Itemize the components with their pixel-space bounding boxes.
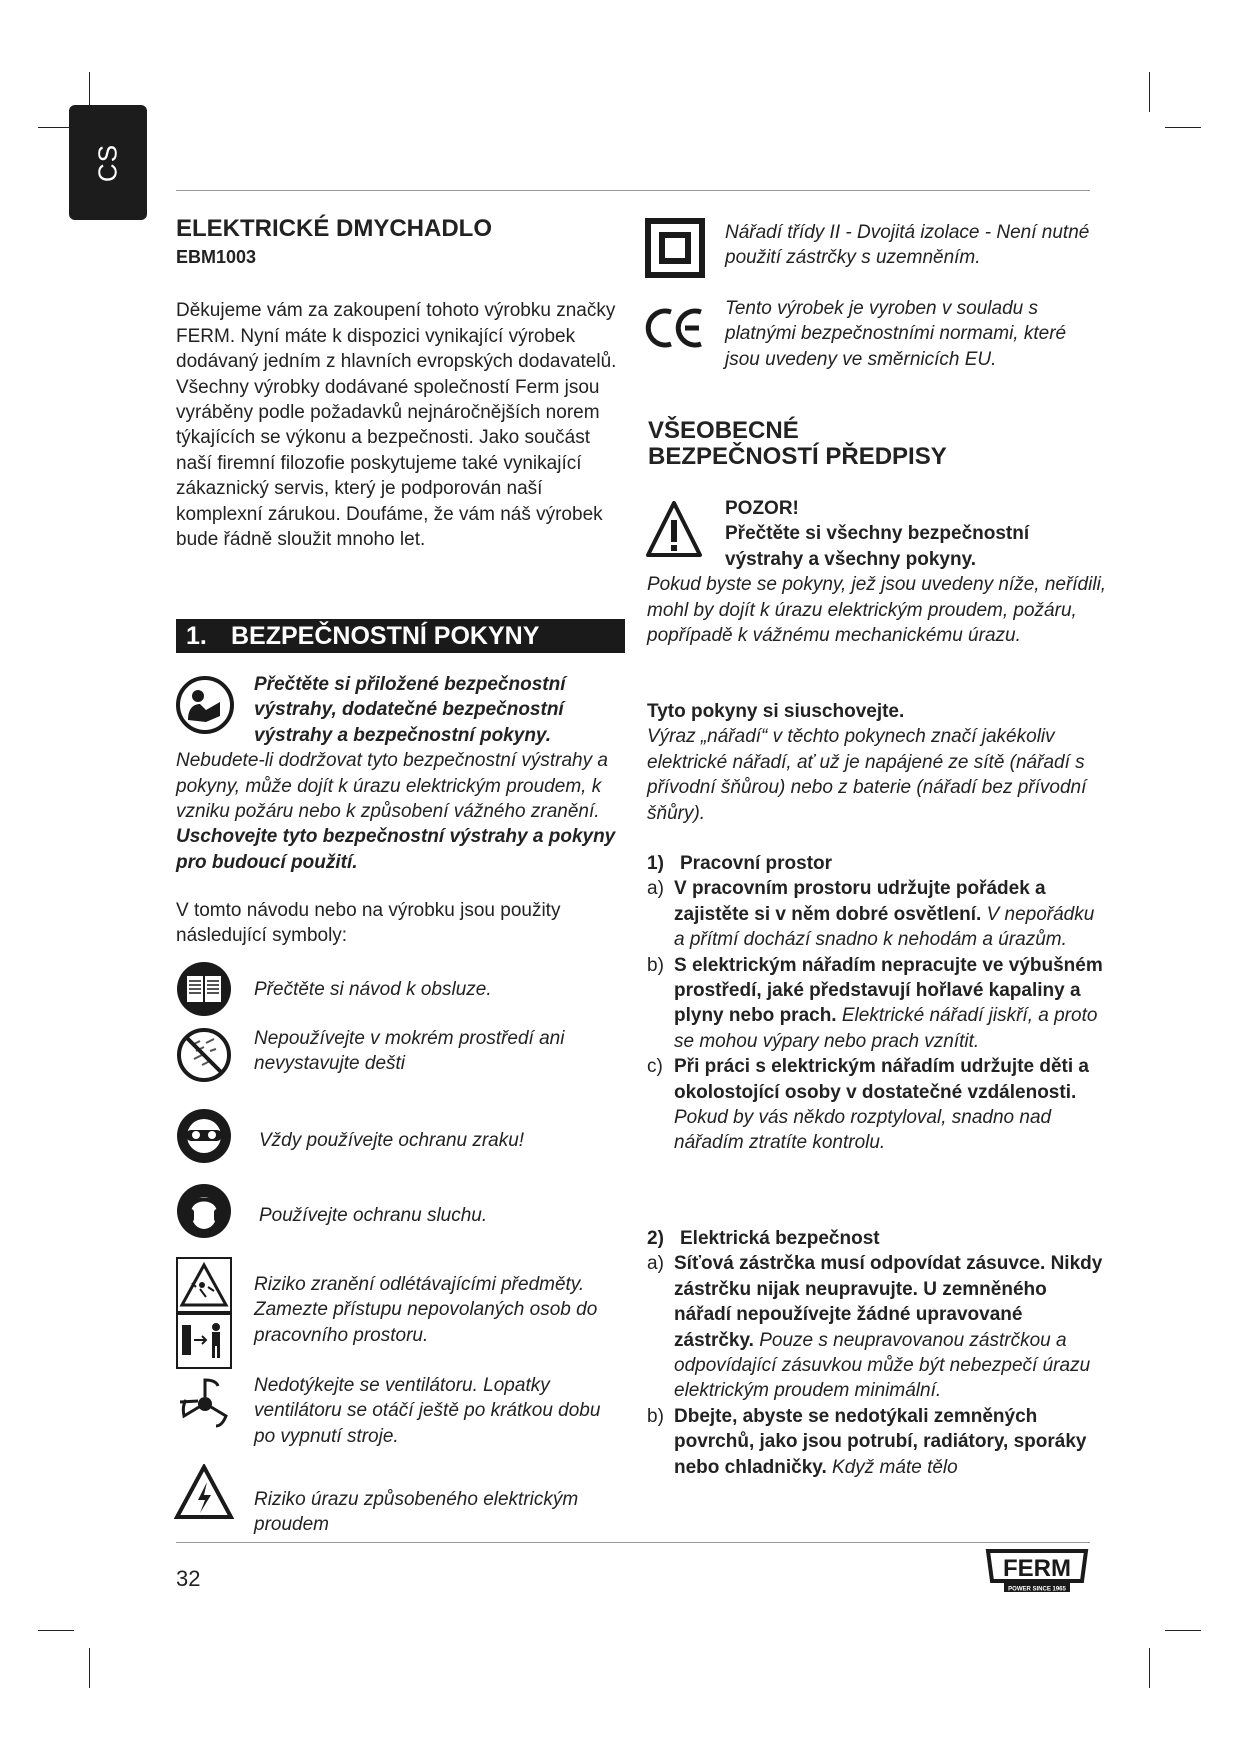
electric-shock-icon — [174, 1464, 234, 1520]
list-item — [647, 1251, 1107, 1403]
ce-mark-icon — [645, 306, 707, 350]
item-label: a) — [647, 1253, 664, 1275]
subsection-title: Pracovní prostor — [680, 853, 833, 874]
symbol-text: Riziko zranění odlétávajícími předměty. Zamezte přístupu nepovolaných osob do pracovního prostoru. — [254, 1274, 598, 1346]
left-column — [176, 215, 626, 552]
subsection-title: Elektrická bezpečnost — [680, 1228, 880, 1249]
symbols-intro — [176, 898, 626, 949]
eye-protection-icon — [176, 1108, 232, 1164]
item-bold: V pracovním prostoru udržujte pořádek a zajistěte si v něm dobré osvětlení. — [674, 878, 1046, 925]
subsection-number: 2) — [647, 1228, 664, 1249]
section-title: BEZPEČNOSTNÍ POKYNY — [231, 622, 540, 650]
general-safety-heading: VŠEOBECNÉ BEZPEČNOSTÍ PŘEDPISY — [648, 417, 947, 470]
crop-mark — [89, 72, 90, 108]
keep-text: Výraz „nářadí“ v těchto pokynech značí jakékoliv elektrické nářadí, ať už je napájené ze sítě (nářadí s přívodní šňůrou) nebo z baterie (nářadí bez přívodní šňůry). — [647, 726, 1087, 824]
warning-keep: Uschovejte tyto bezpečnostní výstrahy a pokyny pro budoucí použití. — [176, 826, 616, 873]
symbol-text: Nepoužívejte v mokrém prostředí ani nevystavujte dešti — [254, 1028, 565, 1075]
footer-rule — [176, 1542, 1090, 1543]
warning-text: Nebudete-li dodržovat tyto bezpečnostní výstrahy a pokyny, může dojít k úrazu elektrickým proudem, k vzniku požáru nebo k způsobení vážného zranění. — [176, 750, 608, 823]
item-text: Pokud by vás někdo rozptyloval, snadno nad nářadím ztratíte kontrolu. — [674, 1107, 1052, 1154]
warning-bold: Přečtěte si přiložené bezpečnostní výstrahy, dodatečné bezpečnostní výstrahy a bezpečnostní pokyny. — [254, 674, 566, 746]
language-tab-label: CS — [92, 143, 123, 182]
list-item — [647, 876, 1107, 952]
subsection-heading — [647, 1226, 1107, 1251]
crop-mark — [38, 1630, 74, 1631]
item-label: a) — [647, 878, 664, 900]
manual-book-icon — [176, 961, 232, 1017]
flying-objects-icon — [176, 1257, 232, 1369]
pozor-text: Pokud byste se pokyny, jež jsou uvedeny níže, neřídili, mohl by dojít k úrazu elektrickým proudem, požáru, popřípadě k vážnému mechanickému úrazu. — [647, 574, 1107, 647]
crop-mark — [1165, 1630, 1201, 1631]
class-ii-double-insulation-icon — [645, 218, 705, 278]
pozor-block — [647, 496, 1107, 648]
subsection-heading — [647, 851, 1107, 876]
warning-block — [176, 672, 626, 875]
list-item — [647, 953, 1107, 1055]
pozor-bold: Přečtěte si všechny bezpečnostní výstrahy a všechny pokyny. — [725, 523, 1030, 570]
item-text: Pouze s neupravovanou zástrčkou a odpovídající zásuvkou může být nebezpečí úrazu elektrickým proudem minimální. — [674, 1329, 1091, 1402]
product-model: EBM1003 — [176, 247, 257, 267]
work-area-section — [647, 851, 1107, 1156]
item-bold: Dbejte, abyste se nedotýkali zemněných povrchů, jako jsou potrubí, radiátory, sporáky nebo chladničky. — [674, 1405, 1087, 1478]
item-label: b) — [647, 954, 664, 976]
item-label: b) — [647, 1405, 664, 1427]
keep-block — [647, 699, 1112, 826]
item-text: Elektrické nářadí jiskří, a proto se mohou výpary nebo prach vznítit. — [674, 1005, 1098, 1052]
class-ii-text: Nářadí třídy II - Dvojitá izolace - Není nutné použití zástrčky s uzemněním. — [725, 222, 1090, 269]
symbol-text: Vždy používejte ochranu zraku! — [259, 1130, 525, 1151]
symbol-text: Přečtěte si návod k obsluze. — [254, 979, 492, 1000]
item-bold: Síťová zástrčka musí odpovídat zásuvce. Nikdy zástrčku nijak neupravujte. U zemněného nářadí nepoužívejte žádné upravované zástrčky. — [674, 1253, 1103, 1351]
no-rain-icon — [176, 1027, 232, 1083]
symbol-text: Používejte ochranu sluchu. — [259, 1205, 488, 1226]
language-tab — [69, 105, 147, 220]
page-number: 32 — [176, 1566, 201, 1591]
item-bold: Při práci s elektrickým nářadím udržujte děti a okolostojící osoby v dostatečné vzdálenosti. — [674, 1056, 1089, 1103]
symbol-text: Riziko úrazu způsobeného elektrickým proudem — [254, 1489, 579, 1536]
ferm-logo — [982, 1547, 1092, 1595]
item-text: Když máte tělo — [832, 1456, 958, 1478]
crop-mark — [89, 1648, 90, 1688]
header-rule — [176, 190, 1090, 191]
keep-title: Tyto pokyny si siuschovejte. — [647, 701, 905, 722]
crop-mark — [1165, 127, 1201, 128]
ce-text: Tento výrobek je vyroben v souladu s platnými bezpečnostními normami, které jsou uvedeny ve směrnicích EU. — [725, 298, 1067, 370]
item-text: V nepořádku a přítmí dochází snadno k nehodám a úrazům. — [674, 903, 1095, 951]
intro-paragraph: Děkujeme vám za zakoupení tohoto výrobku značky FERM. Nyní máte k dispozici vynikající výrobek dodávaný jedním z hlavních evropských dodavatelů. Všechny výrobky dodávané společností Ferm jsou vyráběny podle požadavků nejnáročnějších norem týkajících se výkonu a bezpečnosti. Jako součást naší firemní filozofie poskytujeme také vynikající zákaznický servis, který je podporován naší komplexní zárukou. Doufáme, že vám náš výrobek bude řádně sloužit mnoho let. — [176, 300, 617, 551]
symbol-text: Nedotýkejte se ventilátoru. Lopatky ventilátoru se otáčí ještě po krátkou dobu po vypnutí stroje. — [254, 1375, 601, 1447]
item-label: c) — [647, 1056, 663, 1078]
section-number: 1. — [186, 622, 207, 650]
list-item — [647, 1054, 1107, 1156]
list-item — [647, 1404, 1107, 1480]
pozor-title: POZOR! — [725, 498, 799, 519]
ferm-logo-text: FERM — [1003, 1555, 1071, 1582]
hearing-protection-icon — [176, 1183, 232, 1239]
ferm-logo-tagline: POWER SINCE 1965 — [1008, 1586, 1066, 1593]
item-bold: S elektrickým nářadím nepracujte ve výbušném prostředí, jaké představují hořlavé kapaliny a plyny nebo prach. — [674, 954, 1103, 1027]
subsection-number: 1) — [647, 853, 664, 874]
section-heading — [176, 619, 625, 653]
symbols-intro-text: V tomto návodu nebo na výrobku jsou použity následující symboly: — [176, 900, 561, 947]
electrical-safety-section — [647, 1226, 1107, 1480]
product-title: ELEKTRICKÉ DMYCHADLO — [176, 215, 492, 242]
crop-mark — [1149, 1648, 1150, 1688]
crop-mark — [1149, 72, 1150, 112]
fan-icon — [176, 1374, 234, 1434]
